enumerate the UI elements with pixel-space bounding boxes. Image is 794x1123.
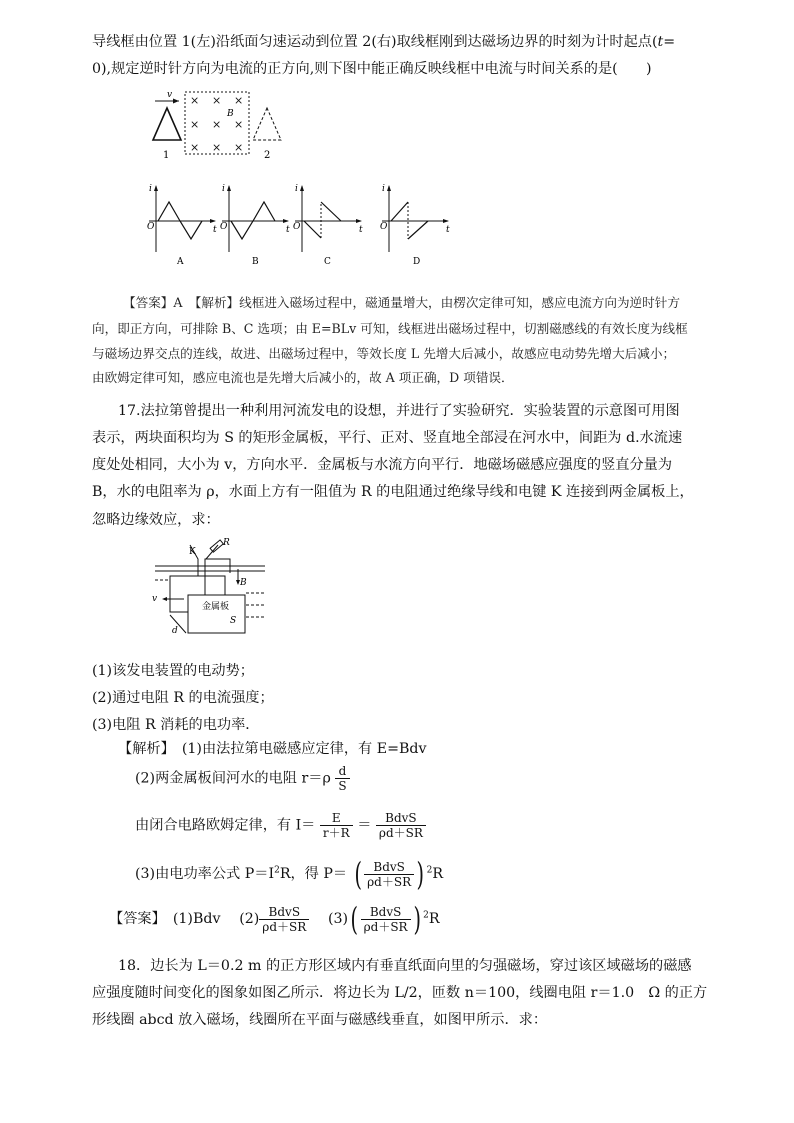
option-A-label: A <box>177 257 184 267</box>
svg-text:×: × <box>234 118 244 131</box>
resistor-R-label: R <box>223 538 230 548</box>
q17-solution-4: (3)由电功率公式 $P=I^2R$，得 P＝ ( $\frac{\text{BdvS}}{\rho d+SR}$ ) $^2$R <box>135 855 444 893</box>
svg-text:t: t <box>446 225 450 235</box>
svg-text:t: t <box>359 225 363 235</box>
q17-subq-1: (1)该发电装置的电动势； <box>92 663 254 679</box>
svg-text:i: i <box>295 184 298 194</box>
q18-line-3: 形线圈 abcd 放入磁场，线圈所在平面与磁感线垂直，如图甲所示．求： <box>92 1012 548 1028</box>
q17-line-2: 表示，两块面积均为 S 的矩形金属板，平行、正对、竖直地全部浸在河水中，间距为 d.水流速 <box>92 430 683 446</box>
q17-river-figure <box>150 535 270 643</box>
svg-text:t: t <box>286 225 290 235</box>
q17-solution-1: 【解析】 (1)由法拉第电磁感应定律，有 E=Bdv <box>118 741 427 757</box>
q17-solution-3: 由闭合电路欧姆定律，有 I＝ $\frac{E}{r+R}$ ＝ $\frac{\text{BdvS}}{\rho d+SR}$ <box>135 811 426 840</box>
svg-text:×: × <box>212 141 222 154</box>
svg-text:O: O <box>147 222 155 232</box>
svg-text:×: × <box>190 118 200 131</box>
metal-plate <box>188 595 245 633</box>
svg-text:O: O <box>220 222 228 232</box>
q17-line-1: 17.法拉第曾提出一种利用河流发电的设想，并进行了实验研究．实验装置的示意图可用图 <box>118 403 680 419</box>
q17-subq-3: (3)电阻 R 消耗的电功率． <box>92 717 260 733</box>
svg-text:×: × <box>234 141 244 154</box>
q16-answer-line-3: 与磁场边界交点的连线，故进、出磁场过程中，等效长度 L 先增大后减小，故感应电动势先增大后减小； <box>92 346 676 361</box>
triangle-frame-pos1 <box>153 108 181 140</box>
svg-text:t: t <box>213 225 217 235</box>
svg-text:i: i <box>382 184 385 194</box>
position-1-label: 1 <box>163 150 170 161</box>
q16-answer-line-2: 向，即正方向，可排除 B、C 选项；由 E=BLv 可知，线框进出磁场过程中，切割磁感线的有效长度为线框 <box>92 321 688 336</box>
area-S-label: S <box>230 616 237 626</box>
q17-line-4: B，水的电阻率为 ρ，水面上方有一阻值为 R 的电阻通过绝缘导线和电键 K 连接到两金属板上， <box>92 484 694 500</box>
q17-line-5: 忽略边缘效应，求： <box>92 512 220 528</box>
q16-graph-C <box>291 182 366 267</box>
position-2-label: 2 <box>264 150 271 161</box>
svg-text:i: i <box>222 184 225 194</box>
q17-solution-2: (2)两金属板间河水的电阻 r＝ρ $\frac{d}{S}$ <box>135 764 350 793</box>
field-crosses <box>190 94 243 154</box>
q16-graph-D <box>378 182 453 267</box>
triangle-frame-pos2 <box>253 108 281 140</box>
q16-graph-A <box>145 182 220 267</box>
q16-answer-line-4: 由欧姆定律可知，感应电流也是先增大后减小的，故 A 项正确，D 项错误． <box>92 370 514 385</box>
q17-answer: 【答案】 (1)Bdv (2) $\frac{\text{BdvS}}{\rho d+SR}$ (3)( $\frac{\text{BdvS}}{\rho d+SR}$ ) $^2$R <box>109 900 440 938</box>
q18-line-1: 18．边长为 L＝0.2 m 的正方形区域内有垂直纸面向里的匀强磁场，穿过该区域磁场的磁感 <box>118 958 692 974</box>
switch-K-label: K <box>189 547 196 557</box>
svg-text:×: × <box>212 94 222 107</box>
svg-text:O: O <box>380 222 388 232</box>
q16-graph-B <box>218 182 293 267</box>
svg-text:×: × <box>212 118 222 131</box>
spacing-d-label: d <box>172 626 178 636</box>
q16-line-2: 0),规定逆时针方向为电流的正方向,则下图中能正确反映线框中电流与时间关系的是( ) <box>92 61 652 77</box>
q17-line-3: 度处处相同，大小为 v，方向水平．金属板与水流方向平行．地磁场磁感应强度的竖直分量为 <box>92 457 673 473</box>
svg-text:i: i <box>149 184 152 194</box>
q16-answer-line-1: 【答案】A 【解析】线框进入磁场过程中，磁通量增大，由楞次定律可知，感应电流方向为逆时针方 <box>123 295 680 310</box>
svg-text:×: × <box>190 141 200 154</box>
option-B-label: B <box>252 257 259 267</box>
q18-line-2: 应强度随时间变化的图象如图乙所示．将边长为 L/2，匝数 n＝100，线圈电阻 r＝1.0 Ω 的正方 <box>92 985 708 1001</box>
field-B-label: B <box>227 109 234 119</box>
q16-field-figure <box>145 88 295 164</box>
q16-line-1: 导线框由位置 1(左)沿纸面匀速运动到位置 2(右)取线框刚到达磁场边界的时刻为计时起点(t= <box>92 34 676 50</box>
velocity-label: v <box>167 90 173 100</box>
option-D-label: D <box>413 257 421 267</box>
svg-text:×: × <box>190 94 200 107</box>
q17-subq-2: (2)通过电阻 R 的电流强度； <box>92 690 274 706</box>
velocity-label: v <box>152 594 158 604</box>
metal-plate-label: 金属板 <box>202 602 230 612</box>
field-B-label: B <box>240 578 247 588</box>
svg-text:O: O <box>293 222 301 232</box>
svg-text:×: × <box>234 94 244 107</box>
option-C-label: C <box>324 257 331 267</box>
